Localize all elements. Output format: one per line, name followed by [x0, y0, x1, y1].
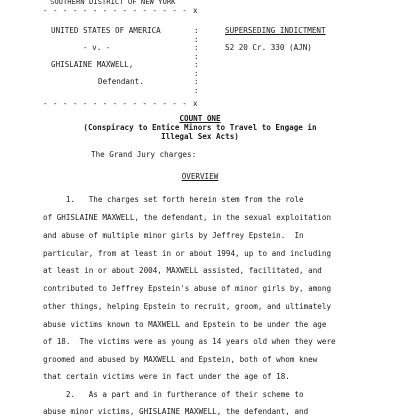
paragraph-line: of 18. The victims were as young as 14 years old when they were	[43, 337, 336, 346]
caption-top-border: - - - - - - - - - - - - - - -	[43, 6, 188, 15]
paragraph-line: that certain victims were in fact under the age of 18.	[43, 372, 290, 381]
versus-marker: - v. -	[83, 43, 111, 52]
court-district-line: SOUTHERN DISTRICT OF NEW YORK	[50, 0, 176, 6]
paragraph-line: other things, helping Epstein to recruit, groom, and ultimately	[43, 302, 332, 311]
caption-bottom-border: - - - - - - - - - - - - - - -	[43, 99, 188, 108]
count-subtitle: (Conspiracy to Entice Minors to Travel to Engage in	[83, 123, 317, 132]
caption-colon: :	[194, 86, 199, 95]
caption-colon: :	[194, 52, 199, 61]
defendant-name: GHISLAINE MAXWELL,	[51, 60, 134, 69]
paragraph-line: contributed to Jeffrey Epstein's abuse of minor girls by, among	[43, 284, 332, 293]
paragraph-line: groomed and abused by MAXWELL and Epstein, both of whom knew	[43, 355, 318, 364]
caption-bottom-x: x	[193, 99, 198, 108]
paragraph-line: 1. The charges set forth herein stem from the role	[43, 195, 304, 204]
caption-colon: :	[194, 35, 199, 44]
plaintiff-name: UNITED STATES OF AMERICA	[51, 26, 161, 35]
section-heading: OVERVIEW	[181, 172, 219, 181]
paragraph-line: particular, from at least in or about 1994, up to and including	[43, 249, 332, 258]
caption-colon: :	[194, 69, 199, 78]
caption-colon: :	[194, 43, 199, 52]
paragraph-line: abuse minor victims, GHISLAINE MAXWELL, the defendant, and	[43, 407, 309, 416]
paragraph-line: of GHISLAINE MAXWELL, the defendant, in the sexual exploitation	[43, 213, 332, 222]
docket-number: S2 20 Cr. 330 (AJN)	[225, 43, 312, 52]
count-subtitle: Illegal Sex Acts)	[161, 132, 239, 141]
grand-jury-intro: The Grand Jury charges:	[91, 150, 197, 159]
caption-colon: :	[194, 26, 199, 35]
defendant-label: Defendant.	[98, 77, 144, 86]
caption-colon: :	[194, 60, 199, 69]
document-title: SUPERSEDING INDICTMENT	[225, 26, 326, 35]
paragraph-line: and abuse of multiple minor girls by Jeffrey Epstein. In	[43, 231, 304, 240]
caption-top-x: x	[193, 6, 198, 15]
count-title: COUNT ONE	[179, 114, 221, 123]
paragraph-line: at least in or about 2004, MAXWELL assisted, facilitated, and	[43, 266, 322, 275]
paragraph-line: abuse victims known to MAXWELL and Epstein to be under the age	[43, 320, 327, 329]
paragraph-line: 2. As a part and in furtherance of their scheme to	[43, 390, 304, 399]
caption-colon: :	[194, 77, 199, 86]
